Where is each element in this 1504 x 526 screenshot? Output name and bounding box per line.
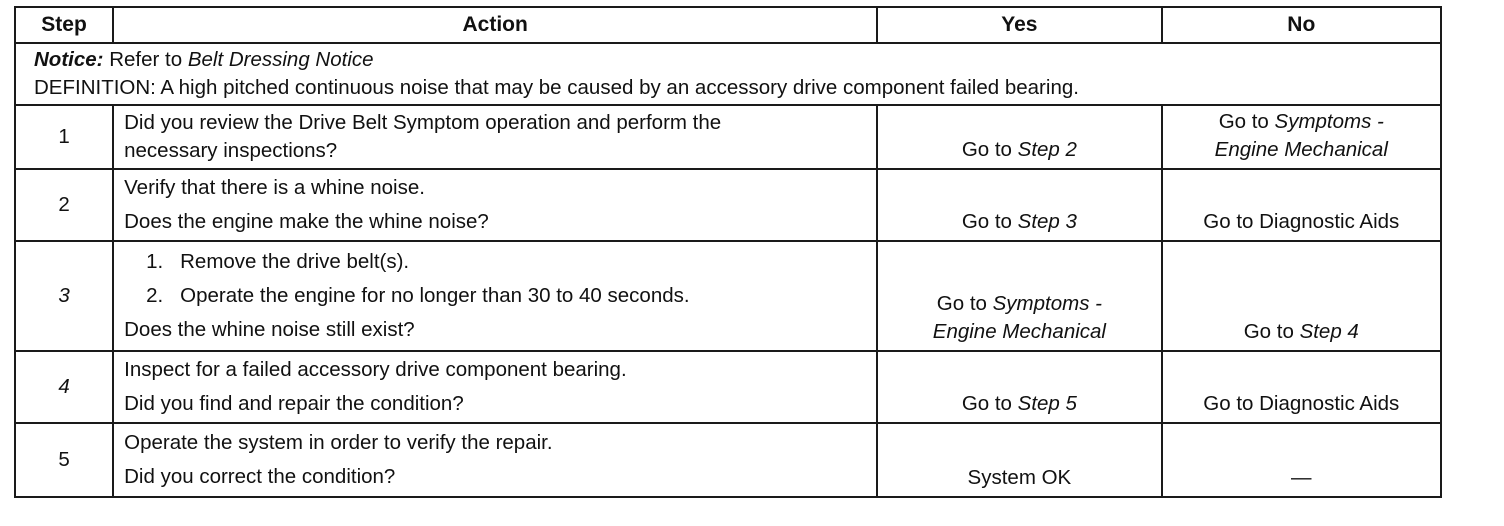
header-yes: Yes	[877, 7, 1161, 43]
yes-prefix: Go to	[961, 392, 1012, 415]
action-line: Operate the system in order to verify the repair.	[124, 431, 553, 454]
notice-cell	[15, 43, 1441, 105]
yes-prefix: Go to	[936, 292, 987, 315]
yes-step-link[interactable]: Step 3	[1017, 210, 1077, 233]
yes-cell	[877, 169, 1161, 241]
yes-symptoms-link[interactable]: Symptoms -	[992, 292, 1102, 315]
no-line	[1167, 108, 1436, 136]
table-row	[15, 351, 1441, 423]
step-number: 1	[15, 105, 113, 169]
yes-cell	[877, 423, 1161, 497]
list-text: Remove the drive belt(s).	[180, 250, 410, 273]
step-number: 3	[15, 241, 113, 351]
notice-label: Notice:	[34, 48, 104, 71]
yes-cell	[877, 105, 1161, 169]
yes-step-link[interactable]: Step 2	[1017, 138, 1077, 161]
no-cell	[1162, 241, 1441, 351]
yes-step-link[interactable]: Step 5	[1017, 392, 1077, 415]
action-cell	[113, 351, 877, 423]
no-cell	[1162, 105, 1441, 169]
table-row	[15, 169, 1441, 241]
list-number: 2.	[146, 284, 164, 307]
no-diagnostic-aids-link[interactable]: Go to Diagnostic Aids	[1203, 392, 1400, 415]
action-line: Inspect for a failed accessory drive component bearing.	[124, 358, 627, 381]
no-cell	[1162, 423, 1441, 497]
action-line: Does the whine noise still exist?	[124, 318, 415, 341]
notice-reference: Belt Dressing Notice	[187, 48, 374, 71]
yes-symptoms-link-2[interactable]: Engine Mechanical	[932, 320, 1106, 343]
table-row	[15, 423, 1441, 497]
no-diagnostic-aids-link[interactable]: Go to Diagnostic Aids	[1203, 210, 1400, 233]
list-item	[124, 248, 866, 276]
list-item	[124, 282, 866, 310]
no-cell	[1162, 169, 1441, 241]
yes-cell	[877, 241, 1161, 351]
no-step-link[interactable]: Step 4	[1299, 320, 1359, 343]
action-line: Did you correct the condition?	[124, 465, 396, 488]
header-row	[15, 7, 1441, 43]
yes-system-ok: System OK	[967, 466, 1072, 489]
no-symptoms-link-2[interactable]: Engine Mechanical	[1214, 138, 1388, 161]
list-text: Operate the engine for no longer than 30 to 40 seconds.	[180, 284, 690, 307]
yes-prefix: Go to	[961, 210, 1012, 233]
diagnostic-table	[14, 6, 1442, 498]
table-row	[15, 241, 1441, 351]
notice-line	[34, 46, 1440, 74]
action-line: Does the engine make the whine noise?	[124, 210, 489, 233]
yes-line	[882, 290, 1156, 318]
list-number: 1.	[146, 250, 164, 273]
header-action: Action	[113, 7, 877, 43]
header-no: No	[1162, 7, 1441, 43]
action-cell	[113, 241, 877, 351]
yes-prefix: Go to	[961, 138, 1012, 161]
definition-text: DEFINITION: A high pitched continuous noise that may be caused by an accessory drive component failed bearing.	[34, 76, 1079, 99]
no-cell	[1162, 351, 1441, 423]
step-number: 2	[15, 169, 113, 241]
action-cell	[113, 169, 877, 241]
no-dash: —	[1291, 466, 1312, 489]
table-row	[15, 105, 1441, 169]
action-line: Did you find and repair the condition?	[124, 392, 464, 415]
no-prefix: Go to	[1218, 110, 1269, 133]
action-cell	[113, 423, 877, 497]
notice-text: Refer to	[109, 48, 183, 71]
notice-row	[15, 43, 1441, 105]
step-number: 5	[15, 423, 113, 497]
action-line: Verify that there is a whine noise.	[124, 176, 425, 199]
step-number: 4	[15, 351, 113, 423]
header-step: Step	[15, 7, 113, 43]
yes-cell	[877, 351, 1161, 423]
no-symptoms-link[interactable]: Symptoms -	[1274, 110, 1384, 133]
action-line: necessary inspections?	[124, 139, 338, 162]
no-prefix: Go to	[1243, 320, 1294, 343]
action-cell	[113, 105, 877, 169]
action-line: Did you review the Drive Belt Symptom operation and perform the	[124, 111, 722, 134]
